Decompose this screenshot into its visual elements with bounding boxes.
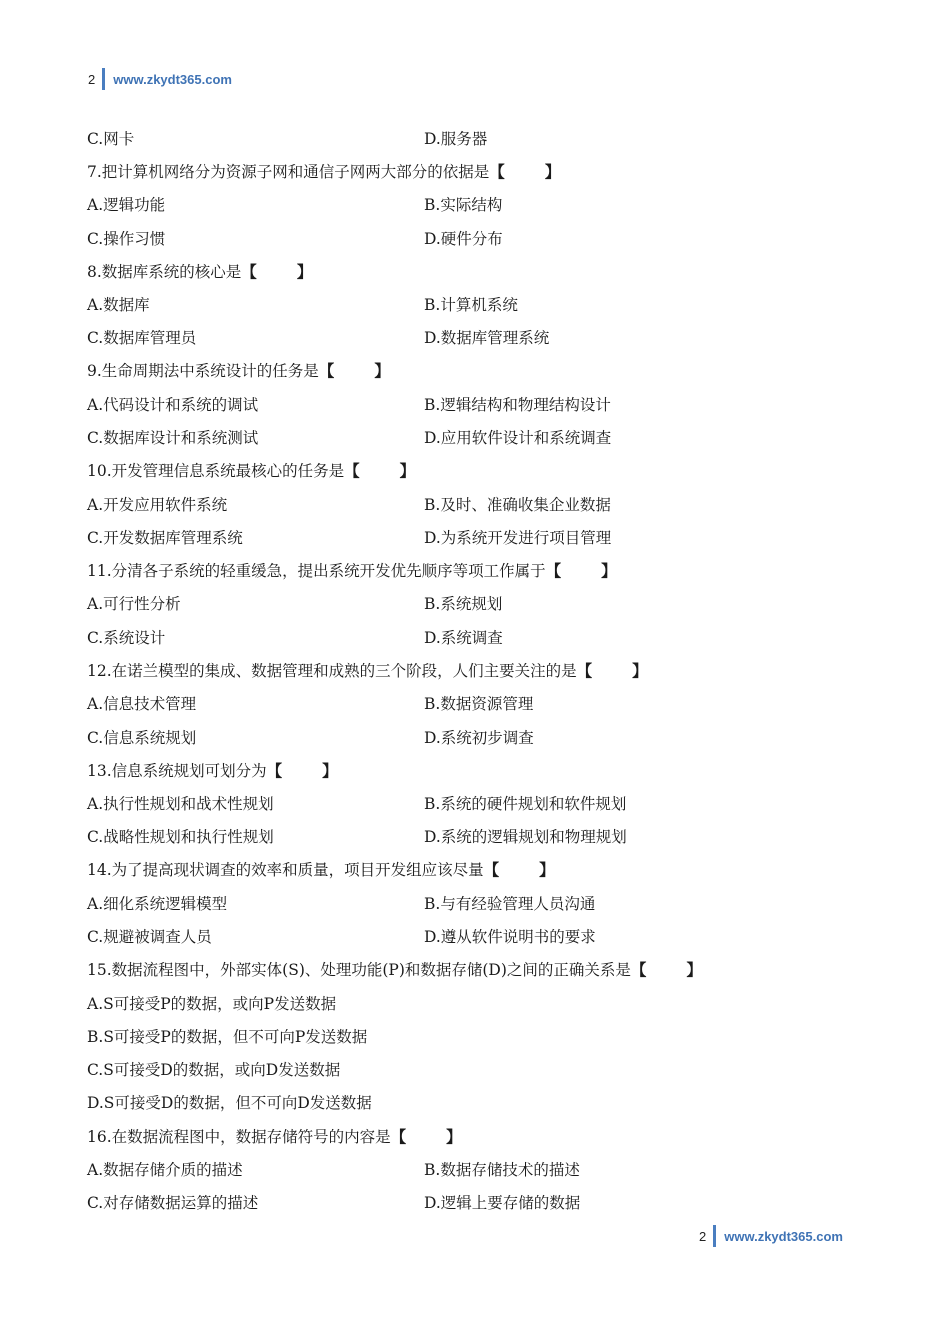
option-a: A.细化系统逻辑模型 [87,895,228,913]
answer-bracket-open: 【 [390,1127,407,1146]
answer-bracket-open: 【 [266,761,283,780]
footer-page-number: 2 [699,1228,707,1244]
header-page-number: 2 [88,71,96,87]
question-stem [87,960,702,980]
answer-bracket-close: 】 [632,661,648,680]
option-a: A.信息技术管理 [87,695,197,713]
option-c: C.网卡 [87,130,135,148]
option-d: D.系统的逻辑规划和物理规划 [424,828,627,846]
option-b: B.系统规划 [424,595,503,613]
option-d: D.数据库管理系统 [424,329,550,347]
answer-bracket-open: 【 [630,960,647,979]
question-text: 8.数据库系统的核心是 [87,263,242,281]
option-d: D.系统初步调查 [424,729,534,747]
option-a: A.逻辑功能 [87,196,166,214]
answer-bracket-close: 】 [544,162,561,181]
option-b: B.数据资源管理 [424,695,534,713]
option-d: D.服务器 [424,130,488,148]
question-text: 14.为了提高现状调查的效率和质量，项目开发组应该尽量 [87,861,484,879]
answer-bracket-open: 【 [576,661,593,680]
page-header [88,68,232,90]
footer-site-url: www.zkydt365.com [724,1228,843,1244]
question-stem [87,461,415,481]
question-text: 7.把计算机网络分为资源子网和通信子网两大部分的依据是 [87,163,490,181]
option-d: D.硬件分布 [424,230,503,248]
option-c: C.规避被调查人员 [87,928,212,946]
option-d: D.S可接受D的数据，但不可向D发送数据 [87,1094,372,1112]
question-text: 15.数据流程图中，外部实体(S)、处理功能(P)和数据存储(D)之间的正确关系是 [87,961,631,979]
question-stem [87,262,312,282]
option-a: A.数据存储介质的描述 [87,1161,243,1179]
option-d: D.逻辑上要存储的数据 [424,1194,581,1212]
footer-divider [713,1225,716,1247]
option-c: C.系统设计 [87,629,166,647]
question-text: 16.在数据流程图中，数据存储符号的内容是 [87,1128,391,1146]
question-text: 10.开发管理信息系统最核心的任务是 [87,462,345,480]
option-c: C.S可接受D的数据，或向D发送数据 [87,1061,341,1079]
option-d: D.系统调查 [424,629,503,647]
option-b: B.计算机系统 [424,296,518,314]
answer-bracket-open: 【 [318,361,335,380]
question-stem [87,162,560,182]
option-a: A.数据库 [87,296,150,314]
question-text: 11.分清各子系统的轻重缓急，提出系统开发优先顺序等项工作属于 [87,562,546,580]
option-c: C.战略性规划和执行性规划 [87,828,274,846]
question-text: 9.生命周期法中系统设计的任务是 [87,362,319,380]
question-stem [87,1127,462,1147]
page-footer [699,1225,843,1247]
question-stem [87,361,390,381]
option-c: C.数据库设计和系统测试 [87,429,259,447]
question-text: 12.在诺兰模型的集成、数据管理和成熟的三个阶段，人们主要关注的是 [87,662,577,680]
header-site-url: www.zkydt365.com [113,71,232,87]
option-a: A.执行性规划和战术性规划 [87,795,274,813]
question-stem [87,860,555,880]
option-c: C.对存储数据运算的描述 [87,1194,259,1212]
question-stem [87,761,338,781]
option-b: B.及时、准确收集企业数据 [424,496,611,514]
option-d: D.遵从软件说明书的要求 [424,928,596,946]
option-a: A.开发应用软件系统 [87,496,228,514]
option-c: C.信息系统规划 [87,729,197,747]
answer-bracket-close: 】 [296,262,313,281]
option-d: D.为系统开发进行项目管理 [424,529,612,547]
question-stem [87,561,617,581]
header-divider [102,68,105,90]
option-b: B.实际结构 [424,196,503,214]
option-a: A.代码设计和系统的调试 [87,396,259,414]
question-text: 13.信息系统规划可划分为 [87,762,267,780]
answer-bracket-close: 】 [374,361,390,380]
option-c: C.操作习惯 [87,230,166,248]
answer-bracket-close: 】 [446,1127,462,1146]
option-d: D.应用软件设计和系统调查 [424,429,612,447]
answer-bracket-close: 】 [601,561,617,580]
answer-bracket-close: 】 [399,461,416,480]
answer-bracket-close: 】 [322,761,338,780]
option-b: B.数据存储技术的描述 [424,1161,580,1179]
option-b: B.逻辑结构和物理结构设计 [424,396,611,414]
answer-bracket-close: 】 [539,860,555,879]
answer-bracket-open: 【 [545,561,562,580]
option-c: C.开发数据库管理系统 [87,529,243,547]
option-b: B.系统的硬件规划和软件规划 [424,795,627,813]
answer-bracket-close: 】 [686,960,702,979]
answer-bracket-open: 【 [489,162,505,181]
answer-bracket-open: 【 [344,461,360,480]
question-stem [87,661,648,681]
answer-bracket-open: 【 [483,860,500,879]
option-c: C.数据库管理员 [87,329,197,347]
option-a: A.可行性分析 [87,595,181,613]
option-b: B.与有经验管理人员沟通 [424,895,596,913]
option-a: A.S可接受P的数据，或向P发送数据 [87,995,337,1013]
answer-bracket-open: 【 [241,262,257,281]
option-b: B.S可接受P的数据，但不可向P发送数据 [87,1028,368,1046]
